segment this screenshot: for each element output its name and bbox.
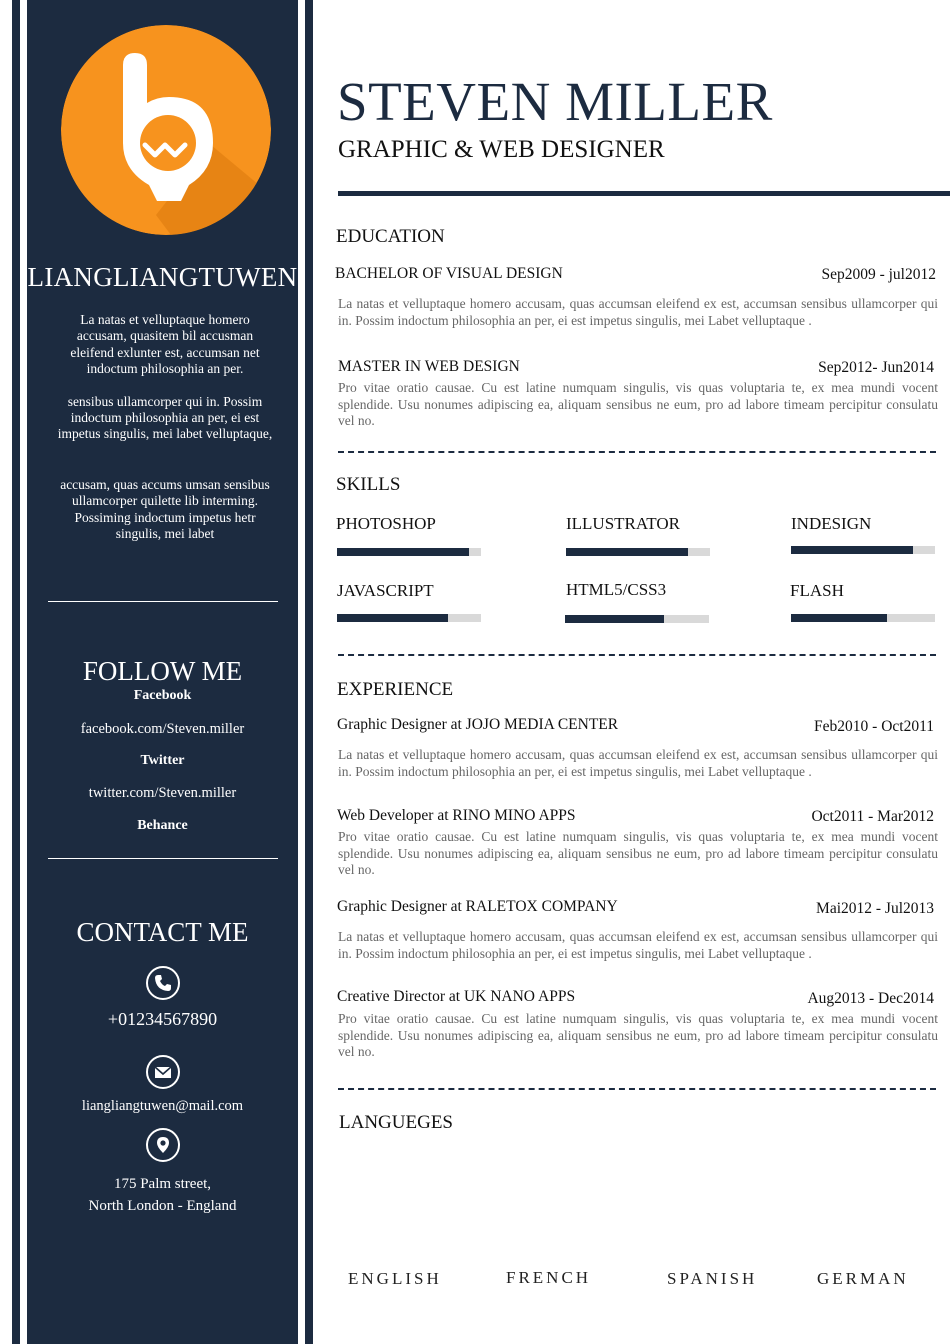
skill-name-3: INDESIGN: [791, 514, 872, 533]
skill-bar-fill-6: [791, 614, 887, 622]
sidebar-divider-2: [48, 858, 278, 859]
experience-text-2: Pro vitae oratio causae. Cu est latine numquam singulis, vis quas voluptaria te, ex mea mundi vocent splendide. Usu nonumes adipiscing ea, aliquam sensibus ne eum, pro ad labore timeam percipitur consulatu vel no.: [338, 829, 938, 878]
twitter-label: Twitter: [140, 753, 185, 768]
about-text: [55, 312, 275, 566]
address-line-1: 175 Palm street,: [113, 1176, 212, 1192]
skill-bar-4: [337, 614, 481, 622]
experience-title-1: Graphic Designer at JOJO MEDIA CENTER: [337, 716, 619, 733]
header-rule: [338, 191, 950, 196]
education-text-2: Pro vitae oratio causae. Cu est latine numquam singulis, vis quas voluptaria te, ex mea mundi vocent splendide. Usu nonumes adipiscing ea, aliquam sensibus ne eum, pro ad labore timeam percipitur consulatu vel no.: [338, 380, 938, 429]
education-title-1: BACHELOR OF VISUAL DESIGN: [335, 265, 563, 282]
mail-icon: [146, 1055, 180, 1089]
education-date-1: Sep2009 - jul2012: [821, 266, 936, 283]
education-heading: EDUCATION: [336, 226, 445, 247]
skill-bar-fill-3: [791, 546, 913, 554]
languages-heading: LANGUEGES: [339, 1112, 453, 1133]
experience-date-1: Feb2010 - Oct2011: [814, 718, 934, 735]
facebook-link[interactable]: facebook.com/Steven.miller: [80, 721, 245, 737]
about-paragraph-1: La natas et velluptaque homero accusam, quasitem bil accusman eleifend exlunter est, accumsan net indoctum philosophia an per.: [70, 312, 260, 377]
experience-text-3: La natas et velluptaque homero accusam, quas accumsan eleifend ex est, accumsan sensibus ullamcorper qui in. Possim indoctum philosophia an per, ei est impetus singulis, mei Labet velluptaque .: [338, 929, 938, 961]
facebook-label: Facebook: [133, 688, 192, 703]
skill-bar-6: [791, 614, 935, 622]
section-divider-2: [338, 654, 936, 656]
section-divider-1: [338, 451, 936, 453]
resume-title: GRAPHIC & WEB DESIGNER: [338, 136, 665, 163]
contact-me-heading: CONTACT ME: [76, 917, 249, 947]
phone-icon: [146, 966, 180, 1000]
twitter-link[interactable]: twitter.com/Steven.miller: [88, 785, 237, 801]
skill-name-5: HTML5/CSS3: [566, 580, 667, 599]
skill-bar-fill-4: [337, 614, 448, 622]
education-title-2: MASTER IN WEB DESIGN: [338, 358, 520, 375]
language-german: GERMAN: [817, 1269, 909, 1288]
education-date-2: Sep2012- Jun2014: [818, 359, 934, 376]
address-line-2: North London - England: [88, 1198, 237, 1214]
sidebar-divider-1: [48, 601, 278, 602]
experience-title-3: Graphic Designer at RALETOX COMPANY: [337, 898, 618, 915]
skill-bar-fill-5: [565, 615, 664, 623]
skills-heading: SKILLS: [336, 474, 401, 495]
experience-date-3: Mai2012 - Jul2013: [816, 900, 934, 917]
skill-name-4: JAVASCRIPT: [337, 581, 434, 600]
location-pin-icon: [146, 1128, 180, 1162]
language-english: ENGLISH: [348, 1269, 442, 1288]
lightbulb-b-logo: [61, 25, 271, 235]
experience-title-4: Creative Director at UK NANO APPS: [337, 988, 576, 1005]
skill-name-6: FLASH: [790, 581, 844, 600]
language-spanish: SPANISH: [667, 1269, 758, 1288]
education-text-1: La natas et velluptaque homero accusam, quas accumsan eleifend ex est, accumsan sensibus ullamcorper qui in. Possim indoctum philosophia an per, ei est impetus singulis, mei Labet velluptaque .: [338, 296, 938, 328]
experience-text-4: Pro vitae oratio causae. Cu est latine numquam singulis, vis quas voluptaria te, ex mea mundi vocent splendide. Usu nonumes adipiscing ea, aliquam sensibus ne eum, pro ad labore timeam percipitur consulatu vel no.: [338, 1011, 938, 1060]
skill-name-1: PHOTOSHOP: [336, 514, 436, 533]
skill-bar-2: [566, 548, 710, 556]
skill-bar-5: [565, 615, 709, 623]
section-divider-3: [338, 1088, 936, 1090]
language-french: FRENCH: [506, 1268, 592, 1287]
sidebar-name: LIANGLIANGTUWEN: [27, 262, 298, 292]
about-paragraph-3: accusam, quas accums umsan sensibus ullamcorper quilette lib interming. Possiming indoctum impetus hetr singulis, mei labet: [60, 476, 270, 542]
skill-bar-3: [791, 546, 935, 554]
skill-bar-fill-2: [566, 548, 688, 556]
skill-bar-fill-1: [337, 548, 469, 556]
sidebar-stripe-left: [12, 0, 20, 1344]
experience-title-2: Web Developer at RINO MINO APPS: [337, 807, 576, 824]
experience-date-2: Oct2011 - Mar2012: [811, 808, 934, 825]
skill-name-2: ILLUSTRATOR: [566, 514, 680, 533]
behance-label[interactable]: Behance: [137, 818, 188, 833]
experience-heading: EXPERIENCE: [337, 679, 454, 700]
phone-number: +01234567890: [107, 1009, 218, 1029]
experience-date-4: Aug2013 - Dec2014: [807, 990, 934, 1007]
follow-me-heading: FOLLOW ME: [82, 656, 243, 686]
about-paragraph-2: sensibus ullamcorper qui in. Possim indoctum philosophia an per, ei est impetus singulis, mei labet velluptaque,: [57, 393, 273, 442]
skill-bar-1: [337, 548, 481, 556]
experience-text-1: La natas et velluptaque homero accusam, quas accumsan eleifend ex est, accumsan sensibus ullamcorper qui in. Possim indoctum philosophia an per, ei est impetus singulis, mei Labet velluptaque .: [338, 747, 938, 779]
sidebar: [27, 0, 298, 1344]
resume-name: STEVEN MILLER: [337, 71, 773, 132]
email-address[interactable]: liangliangtuwen@mail.com: [81, 1098, 244, 1114]
sidebar-stripe-right: [305, 0, 313, 1344]
